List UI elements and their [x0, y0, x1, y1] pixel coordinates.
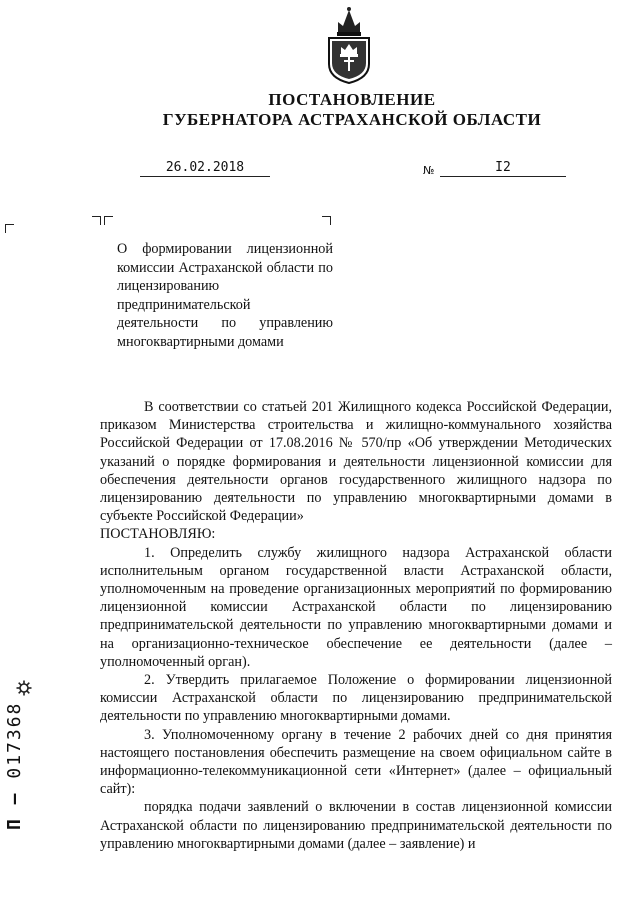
- corner-mark: [322, 216, 331, 225]
- serial-code: 017368: [4, 701, 25, 779]
- number-field: [440, 160, 566, 177]
- coat-of-arms-emblem: [324, 4, 374, 84]
- date-value: 26.02.2018: [165, 160, 245, 175]
- asterisk-gear-icon: [16, 680, 32, 696]
- paragraph-item-2: 2. Утвердить прилагаемое Положение о формировании лицензионной комиссии Астраханской области по лицензированию предпринимательской деятельности по управлению многоквартирными домами.: [100, 672, 612, 725]
- serial-number: [4, 702, 25, 830]
- number-value: I2: [495, 160, 511, 175]
- paragraph-subitem: порядка подачи заявлений о включении в состав лицензионной комиссии Астраханской области по лицензированию предпринимательской деятельности по управлению многоквартирными домами (далее – заявление) и: [100, 799, 612, 852]
- subject-heading: О формировании лицензионной комиссии Астраханской области по лицензированию предпринимательской деятельности по управлению многоквартирными домами: [117, 241, 333, 350]
- corner-mark: [5, 224, 14, 233]
- document-type-heading: ПОСТАНОВЛЕНИЕ: [268, 90, 436, 109]
- paragraph-item-1: 1. Определить службу жилищного надзора Астраханской области исполнительным органом государственной власти Астраханской области, уполномоченным на проведение организационных мероприятий по формированию лицензионной комиссии Астраханской области по лицензированию предпринимательской деятельности по управлению многоквартирными домами и на организационно-техническое обеспечение ее деятельности (далее – уполномоченный орган).: [100, 544, 612, 670]
- date-field: [140, 160, 270, 177]
- decree-word: ПОСТАНОВЛЯЮ:: [100, 526, 216, 543]
- issuer-heading: ГУБЕРНАТОРА АСТРАХАНСКОЙ ОБЛАСТИ: [162, 110, 542, 129]
- number-label: №: [423, 164, 435, 177]
- corner-mark: [92, 216, 101, 225]
- document-body: [100, 398, 612, 853]
- date-underline: [140, 176, 270, 177]
- paragraph-item-3: 3. Уполномоченному органу в течение 2 рабочих дней со дня принятия настоящего постановления обеспечить размещение на своем официальном сайте в информационно-телекоммуникационной сети «Интернет» (далее – официальный сайт):: [100, 726, 612, 798]
- corner-mark: [104, 216, 113, 225]
- serial-prefix: П –: [4, 791, 25, 830]
- number-underline: [440, 176, 566, 177]
- paragraph-preamble: В соответствии со статьей 201 Жилищного кодекса Российской Федерации, приказом Министерства строительства и жилищно-коммунального хозяйства Российской Федерации от 17.08.2016 № 570/пр «Об утверждении Методических указаний о порядке формирования и деятельности лицензионной комиссии для обеспечения деятельности органов государственного жилищного надзора по лицензированию деятельности по управлению многоквартирными домами в субъекте Российской Федерации»: [100, 399, 612, 525]
